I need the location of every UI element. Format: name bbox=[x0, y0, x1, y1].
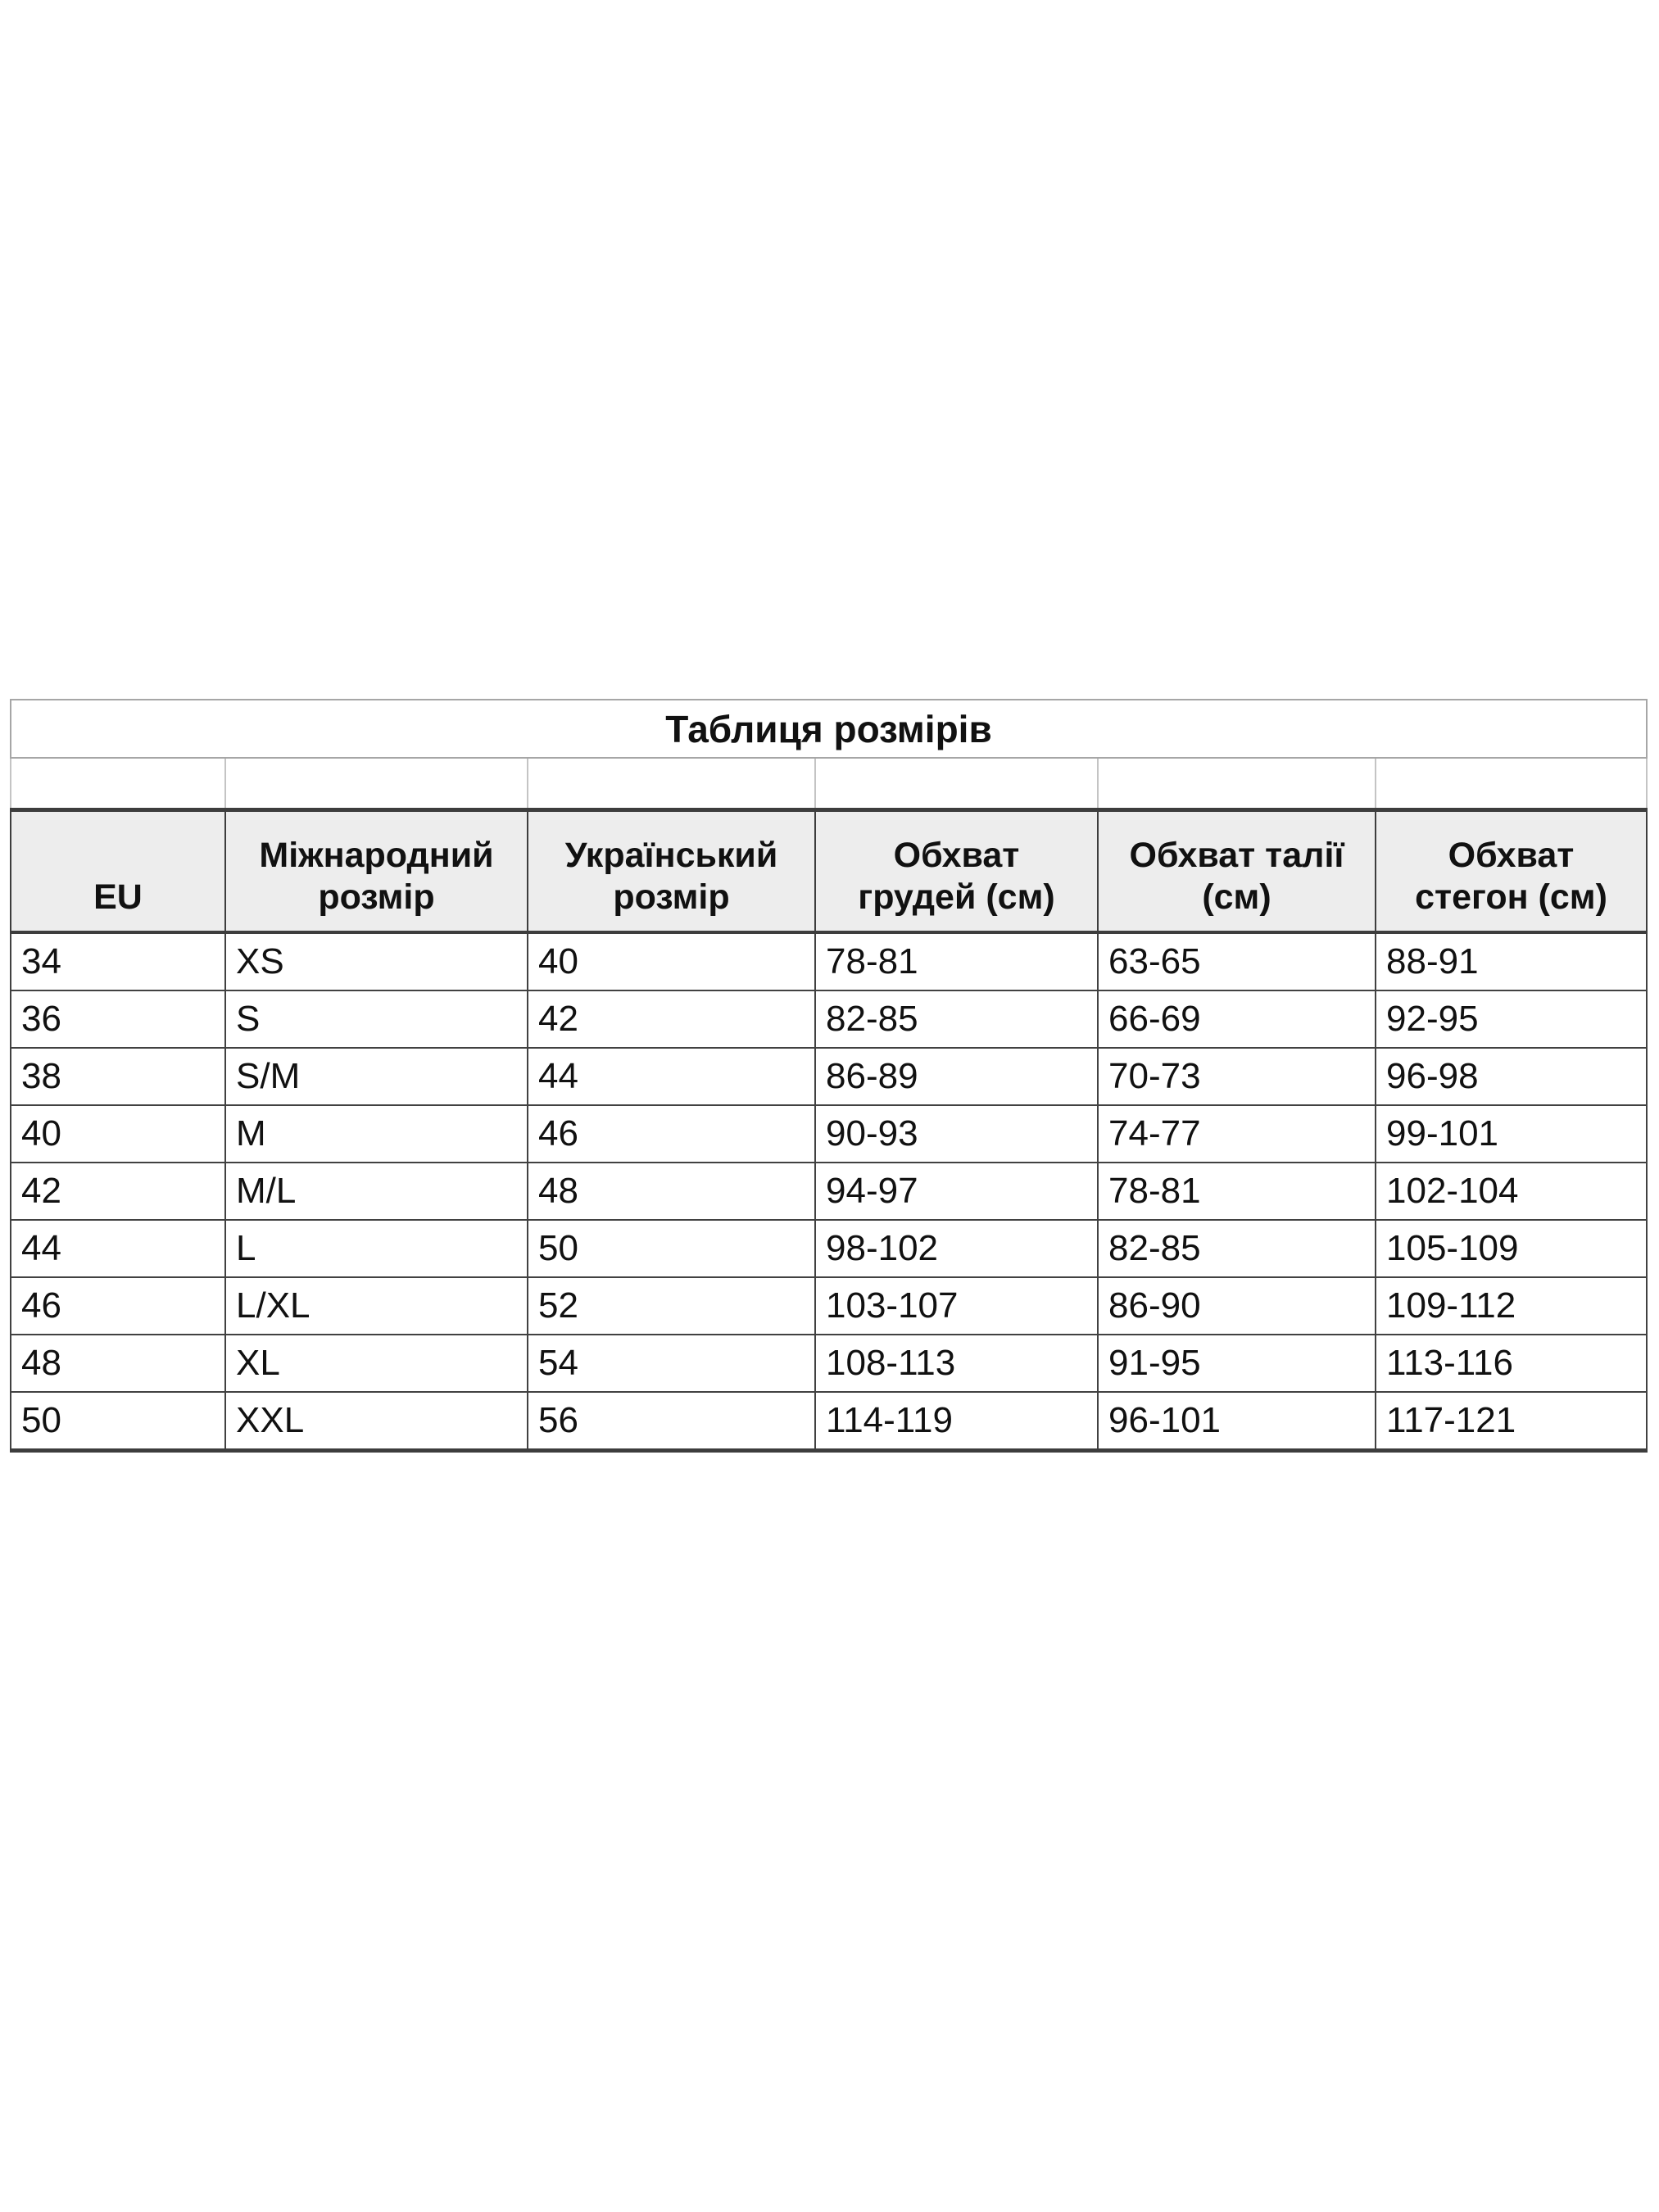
cell-chest: 82-85 bbox=[815, 990, 1098, 1048]
spacer-cell bbox=[225, 758, 528, 810]
size-table bbox=[10, 699, 1648, 1453]
column-header-chest bbox=[815, 810, 1098, 933]
cell-ukrainian-size: 46 bbox=[528, 1105, 815, 1163]
cell-chest: 108-113 bbox=[815, 1335, 1098, 1392]
cell-waist: 78-81 bbox=[1098, 1163, 1376, 1220]
table-row bbox=[11, 1105, 1647, 1163]
cell-chest: 114-119 bbox=[815, 1392, 1098, 1451]
cell-ukrainian-size: 52 bbox=[528, 1277, 815, 1335]
table-row bbox=[11, 1277, 1647, 1335]
cell-hips: 96-98 bbox=[1376, 1048, 1647, 1105]
table-row bbox=[11, 1163, 1647, 1220]
spacer-row bbox=[11, 758, 1647, 810]
cell-eu: 48 bbox=[11, 1335, 225, 1392]
header-line: Обхват bbox=[893, 835, 1020, 875]
header-line: розмір bbox=[318, 877, 435, 918]
cell-ukrainian-size: 54 bbox=[528, 1335, 815, 1392]
cell-waist: 91-95 bbox=[1098, 1335, 1376, 1392]
cell-ukrainian-size: 56 bbox=[528, 1392, 815, 1451]
header-line: Український bbox=[564, 835, 778, 875]
cell-international-size: XS bbox=[225, 932, 528, 990]
cell-hips: 109-112 bbox=[1376, 1277, 1647, 1335]
cell-international-size: XXL bbox=[225, 1392, 528, 1451]
spacer-cell bbox=[11, 758, 225, 810]
cell-ukrainian-size: 48 bbox=[528, 1163, 815, 1220]
cell-chest: 90-93 bbox=[815, 1105, 1098, 1163]
header-line: (см) bbox=[1202, 877, 1271, 918]
table-row bbox=[11, 1335, 1647, 1392]
header-line: Міжнародний bbox=[259, 835, 494, 875]
cell-waist: 86-90 bbox=[1098, 1277, 1376, 1335]
table-row bbox=[11, 1220, 1647, 1277]
cell-international-size: M bbox=[225, 1105, 528, 1163]
cell-waist: 74-77 bbox=[1098, 1105, 1376, 1163]
table-row bbox=[11, 1392, 1647, 1451]
cell-ukrainian-size: 42 bbox=[528, 990, 815, 1048]
header-line: Обхват bbox=[1448, 835, 1575, 875]
cell-eu: 50 bbox=[11, 1392, 225, 1451]
cell-hips: 99-101 bbox=[1376, 1105, 1647, 1163]
cell-hips: 105-109 bbox=[1376, 1220, 1647, 1277]
column-header-waist bbox=[1098, 810, 1376, 933]
header-line: EU bbox=[93, 877, 143, 918]
cell-hips: 102-104 bbox=[1376, 1163, 1647, 1220]
cell-waist: 96-101 bbox=[1098, 1392, 1376, 1451]
column-header-ukrainian-size bbox=[528, 810, 815, 933]
table-row bbox=[11, 932, 1647, 990]
cell-international-size: M/L bbox=[225, 1163, 528, 1220]
cell-ukrainian-size: 44 bbox=[528, 1048, 815, 1105]
spacer-cell bbox=[528, 758, 815, 810]
column-header-international-size bbox=[225, 810, 528, 933]
cell-waist: 66-69 bbox=[1098, 990, 1376, 1048]
cell-eu: 34 bbox=[11, 932, 225, 990]
header-line: грудей (см) bbox=[858, 877, 1055, 918]
cell-chest: 94-97 bbox=[815, 1163, 1098, 1220]
spacer-cell bbox=[815, 758, 1098, 810]
cell-ukrainian-size: 50 bbox=[528, 1220, 815, 1277]
cell-waist: 82-85 bbox=[1098, 1220, 1376, 1277]
cell-international-size: XL bbox=[225, 1335, 528, 1392]
header-row bbox=[11, 810, 1647, 933]
cell-eu: 46 bbox=[11, 1277, 225, 1335]
cell-international-size: L bbox=[225, 1220, 528, 1277]
cell-eu: 36 bbox=[11, 990, 225, 1048]
spacer-cell bbox=[1098, 758, 1376, 810]
table-row bbox=[11, 990, 1647, 1048]
spacer-cell bbox=[1376, 758, 1647, 810]
cell-chest: 103-107 bbox=[815, 1277, 1098, 1335]
title-row bbox=[11, 700, 1647, 758]
cell-chest: 98-102 bbox=[815, 1220, 1098, 1277]
cell-waist: 63-65 bbox=[1098, 932, 1376, 990]
cell-eu: 40 bbox=[11, 1105, 225, 1163]
cell-hips: 88-91 bbox=[1376, 932, 1647, 990]
header-line: Обхват талії bbox=[1129, 835, 1344, 875]
cell-hips: 92-95 bbox=[1376, 990, 1647, 1048]
cell-eu: 38 bbox=[11, 1048, 225, 1105]
cell-ukrainian-size: 40 bbox=[528, 932, 815, 990]
cell-chest: 78-81 bbox=[815, 932, 1098, 990]
column-header-eu bbox=[11, 810, 225, 933]
cell-international-size: L/XL bbox=[225, 1277, 528, 1335]
cell-hips: 113-116 bbox=[1376, 1335, 1647, 1392]
cell-chest: 86-89 bbox=[815, 1048, 1098, 1105]
cell-international-size: S bbox=[225, 990, 528, 1048]
header-line: стегон (см) bbox=[1415, 877, 1607, 918]
cell-eu: 42 bbox=[11, 1163, 225, 1220]
column-header-hips bbox=[1376, 810, 1647, 933]
cell-waist: 70-73 bbox=[1098, 1048, 1376, 1105]
header-line: розмір bbox=[613, 877, 730, 918]
cell-hips: 117-121 bbox=[1376, 1392, 1647, 1451]
cell-eu: 44 bbox=[11, 1220, 225, 1277]
table-row bbox=[11, 1048, 1647, 1105]
table-title: Таблиця розмірів bbox=[11, 700, 1647, 758]
cell-international-size: S/M bbox=[225, 1048, 528, 1105]
